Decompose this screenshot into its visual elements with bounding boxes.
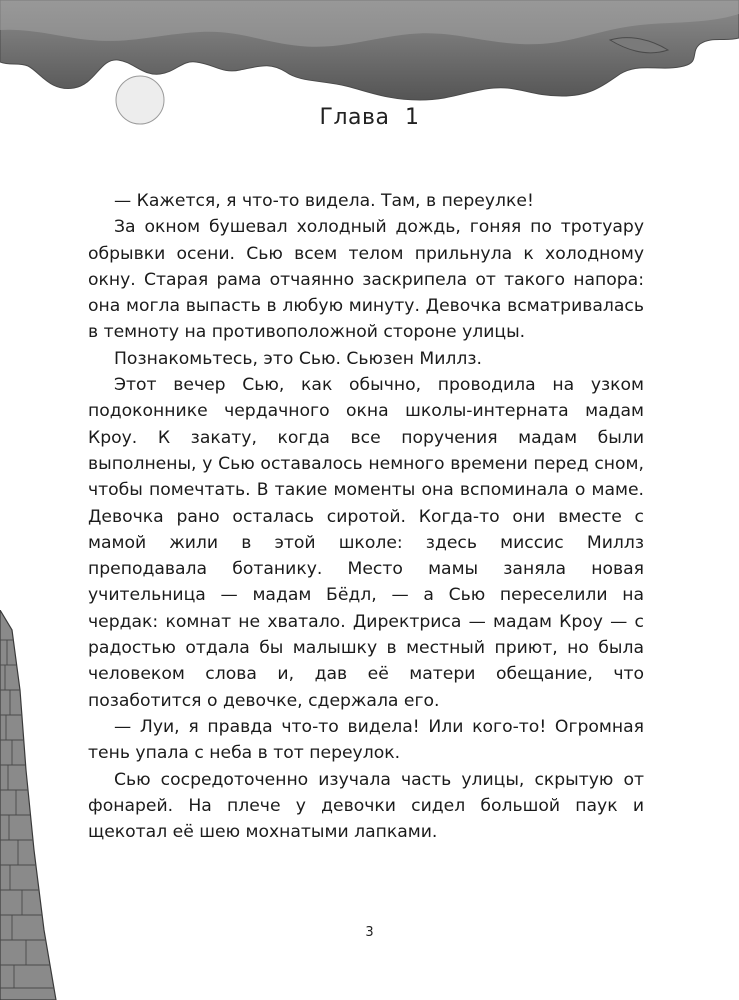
paragraph: — Луи, я правда что-то видела! Или кого-то! Огромная тень упала с неба в тот переулок. <box>88 716 644 764</box>
paragraph: — Кажется, я что-то видела. Там, в переулке! <box>114 191 534 211</box>
paragraph: Сью сосредоточенно изучала часть улицы, скрытую от фонарей. На плече у девочки сидел большой паук и щекотал её шею мохнатыми лапками. <box>88 769 644 843</box>
paragraph: Этот вечер Сью, как обычно, проводила на узком подоконнике чердачного окна школы-интерната мадам Кроу. К закату, когда все поручения мадам были выполнены, у Сью оставалось немного времени перед сном, чтобы помечтать. В такие моменты она вспоминала о маме. Девочка рано осталась сиротой. Когда-то они вместе с мамой жили в этой школе: здесь миссис Миллз преподавала ботанику. Место мамы заняла новая учительница — мадам Бёдл, — а Сью переселили на чердак: комнат не хватало. Директриса — мадам Кроу — с радостью отдала бы малышку в местный приют, но была человеком слова и, дав её матери обещание, что позаботится о девочке, сдержала его. <box>88 375 644 711</box>
paragraph: За окном бушевал холодный дождь, гоняя по тротуару обрывки осени. Сью всем телом прильнула к холодному окну. Старая рама отчаянно заскрипела от такого напора: она могла выпасть в любую минуту. Девочка всматривалась в темноту на противоположной стороне улицы. <box>88 217 644 343</box>
chapter-title: Глава 1 <box>319 105 420 130</box>
page-number: 3 <box>365 925 374 940</box>
brick-wall-illustration <box>0 610 70 1000</box>
wall-shape <box>0 610 56 1000</box>
body-text <box>88 188 644 845</box>
paragraph: Познакомьтесь, это Сью. Сьюзен Миллз. <box>114 348 482 369</box>
